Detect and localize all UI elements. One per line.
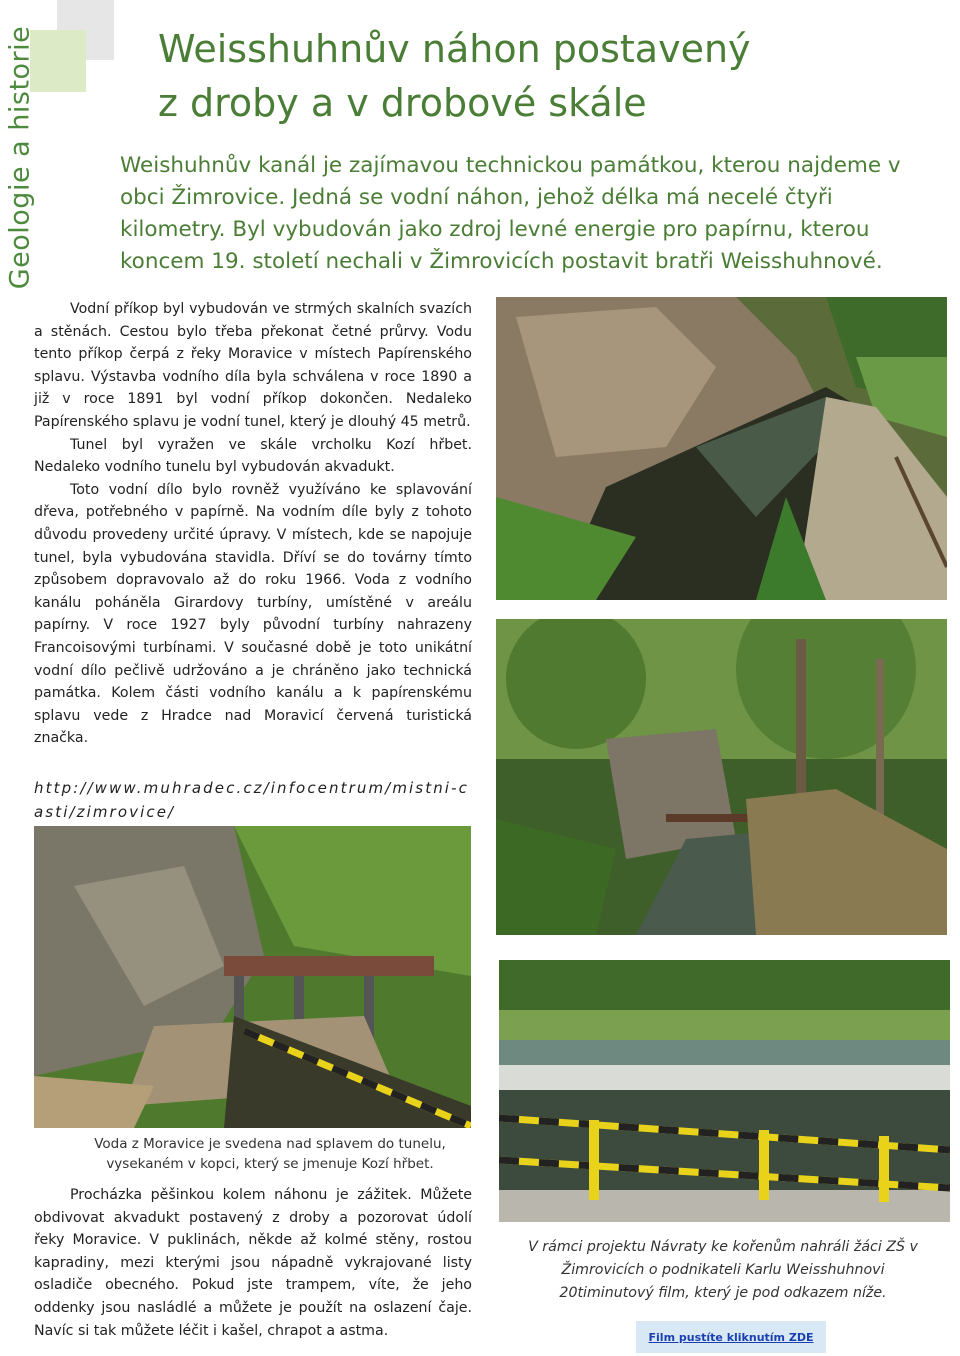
canal-photo xyxy=(496,297,947,600)
article-paragraph-1: Vodní příkop byl vybudován ve strmých skalních svazích a stěnách. Cestou bylo třeba překonat četné průrvy. Vodu tento příkop čerpá z řeky Moravice v místech Papírenského splavu. Výstavba vodního díla byla schválena v roce 1890 a již v roce 1891 byl vodní příkop dokončen. Nedaleko Papírenského splavu je vodní tunel, který je dlouhý 45 metrů. xyxy=(34,301,472,430)
article-paragraph-3: Toto vodní dílo bylo rovněž využíváno ke splavování dřeva, potřebného v papírně. Na vodním díle byly z tohoto důvodu provedeny určité úpravy. V místech, kde se napojuje tunel, byla vybudována stavidla. Dříví se do továrny tímto způsobem dopravovalo až do roku 1966. Voda z vodního kanálu poháněla Girardovy turbíny, umístěné v areálu papírny. V roce 1927 byly původní turbíny nahrazeny Francoisovými turbínami. V současné době je toto unikátní vodní dílo pečlivě udržováno a je chráněno jako technická památka. Kolem části vodního kanálu a k papírenskému splavu vede z Hradce nad Moravicí červená turistická značka. xyxy=(34,481,472,747)
title-line-1: Weisshuhnův náhon postavený xyxy=(158,27,751,71)
film-link-button[interactable] xyxy=(636,1321,826,1353)
article-body xyxy=(34,298,472,750)
weir-photo xyxy=(499,960,950,1222)
photo-caption: Voda z Moravice je svedena nad splavem do tunelu, vysekaném v kopci, který se jmenuje Kozí hřbet. xyxy=(94,1136,446,1172)
title-line-2: z droby a v drobové skále xyxy=(158,81,647,125)
page-title xyxy=(158,22,898,130)
info-link[interactable]: http://www.muhradec.cz/infocentrum/mistni-casti/zimrovice/ xyxy=(34,779,469,821)
film-link-label[interactable]: Film pustíte kliknutím ZDE xyxy=(648,1330,814,1344)
walk-section xyxy=(34,1184,472,1342)
project-note: V rámci projektu Návraty ke kořenům nahráli žáci ZŠ v Žimrovicích o podnikateli Karlu Weisshuhnovi 20timinutový film, který je pod odkazem níže. xyxy=(528,1239,918,1301)
tunnel-gates-photo xyxy=(34,826,471,1128)
section-label xyxy=(0,20,40,295)
article-paragraph-2: Tunel byl vyražen ve skále vrcholku Kozí hřbet. Nedaleko vodního tunelu byl vybudován akvadukt. xyxy=(34,436,472,476)
section-label-text: Geologie a historie xyxy=(4,25,36,290)
aqueduct-photo xyxy=(496,619,947,935)
walk-paragraph: Procházka pěšinkou kolem náhonu je zážitek. Můžete obdivovat akvadukt postavený z droby a pozorovat údolí řeky Moravice. V puklinách, někde až kolmé stěny, rostou kapradiny, mezi kterými jsou nápadně vykrajované listy osladiče obecného. Pokud jste trampem, víte, že jeho oddenky jsou nasládlé a můžete je použít na oslazení čaje. Navíc si tak můžete léčit i kašel, chrapot a astma. xyxy=(34,1187,472,1339)
lead-paragraph: Weishuhnův kanál je zajímavou technickou památkou, kterou najdeme v obci Žimrovice. Jedná se vodní náhon, jehož délka má necelé čtyři kilometry. Byl vybudován jako zdroj levné energie pro papírnu, kterou koncem 19. století nechali v Žimrovicích postavit bratři Weisshuhnové. xyxy=(120,153,901,274)
